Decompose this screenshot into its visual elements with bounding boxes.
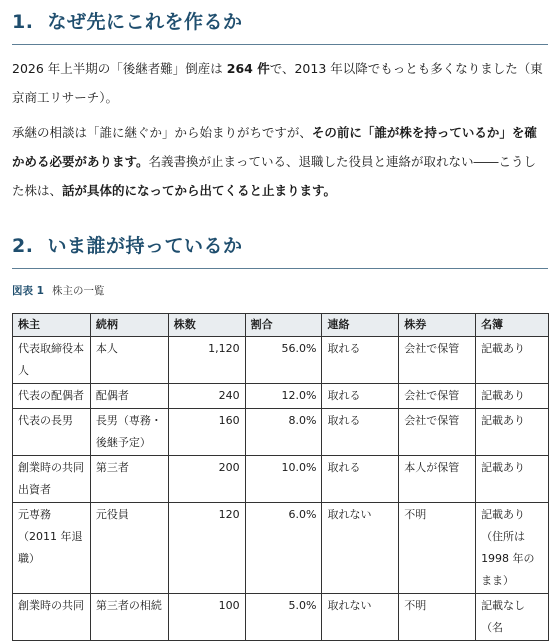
text-run: 承継の相談は「誰に継ぐか」から始まりがちですが、 bbox=[12, 125, 312, 140]
table-row bbox=[13, 337, 549, 384]
table-cell: 56.0% bbox=[245, 337, 322, 384]
table-cell: 6.0% bbox=[245, 503, 322, 594]
table-cell: 長男（専務・後継予定） bbox=[90, 409, 168, 456]
table-cell: 取れる bbox=[322, 456, 399, 503]
table-cell: 12.0% bbox=[245, 384, 322, 409]
shareholder-table bbox=[12, 313, 549, 641]
figure-label: 図表 1 bbox=[12, 285, 44, 297]
text-run: 2026 年上半期の「後継者難」倒産は bbox=[12, 61, 227, 76]
emphasis-text: 話が具体的になってから出てくると止まります。 bbox=[62, 183, 337, 198]
figure-caption bbox=[12, 283, 104, 298]
table-cell: 代表の長男 bbox=[13, 409, 91, 456]
table-cell: 会社で保管 bbox=[399, 384, 476, 409]
table-cell: 120 bbox=[168, 503, 245, 594]
table-row bbox=[13, 384, 549, 409]
figure-caption-text: 株主の一覧 bbox=[51, 285, 105, 297]
table-cell: 代表取締役本人 bbox=[13, 337, 91, 384]
table-cell: 記載あり bbox=[476, 456, 549, 503]
table-cell: 取れない bbox=[322, 503, 399, 594]
table-cell: 本人が保管 bbox=[399, 456, 476, 503]
table-row bbox=[13, 409, 549, 456]
table-cell: 記載なし（名 bbox=[476, 594, 549, 641]
table-cell: 元役員 bbox=[90, 503, 168, 594]
text-run: で、2013 年以降でもっとも多くなりました（東京商工リサーチ）。 bbox=[12, 61, 543, 105]
column-header: 株数 bbox=[168, 314, 245, 337]
text-run: 名義書換が止まっている、退職した役員と連絡が取れない――こうした株は、 bbox=[12, 154, 537, 198]
column-header: 株券 bbox=[399, 314, 476, 337]
table-cell: 会社で保管 bbox=[399, 337, 476, 384]
table-cell: 100 bbox=[168, 594, 245, 641]
table-cell: 元専務（2011 年退職） bbox=[13, 503, 91, 594]
column-header: 続柄 bbox=[90, 314, 168, 337]
table-cell: 取れる bbox=[322, 409, 399, 456]
table-cell: 会社で保管 bbox=[399, 409, 476, 456]
table-cell: 不明 bbox=[399, 594, 476, 641]
section-number: 1. bbox=[12, 11, 34, 33]
table-cell: 第三者の相続 bbox=[90, 594, 168, 641]
column-header: 連絡 bbox=[322, 314, 399, 337]
table-cell: 創業時の共同出資者 bbox=[13, 456, 91, 503]
table-cell: 記載あり bbox=[476, 409, 549, 456]
column-header: 割合 bbox=[245, 314, 322, 337]
paragraph-bankruptcy-stat bbox=[12, 54, 548, 112]
table-cell: 本人 bbox=[90, 337, 168, 384]
section-heading-1 bbox=[12, 7, 548, 45]
table-cell: 記載あり（住所は 1998 年のまま） bbox=[476, 503, 549, 594]
table-cell: 10.0% bbox=[245, 456, 322, 503]
table-cell: 配偶者 bbox=[90, 384, 168, 409]
table-cell: 5.0% bbox=[245, 594, 322, 641]
table-cell: 代表の配偶者 bbox=[13, 384, 91, 409]
table-cell: 240 bbox=[168, 384, 245, 409]
table-cell: 8.0% bbox=[245, 409, 322, 456]
section-heading-2 bbox=[12, 231, 548, 269]
column-header: 株主 bbox=[13, 314, 91, 337]
section-number: 2. bbox=[12, 235, 34, 257]
section-title: なぜ先にこれを作るか bbox=[47, 11, 243, 33]
table-row bbox=[13, 503, 549, 594]
table-cell: 取れる bbox=[322, 384, 399, 409]
table-cell: 創業時の共同 bbox=[13, 594, 91, 641]
emphasis-text: その前に「誰が株を持っているか」を確かめる必要があります。 bbox=[12, 125, 537, 169]
table-cell: 取れない bbox=[322, 594, 399, 641]
table-cell: 第三者 bbox=[90, 456, 168, 503]
table-header-row bbox=[13, 314, 549, 337]
emphasis-count: 264 件 bbox=[226, 61, 270, 76]
table-cell: 160 bbox=[168, 409, 245, 456]
table-cell: 200 bbox=[168, 456, 245, 503]
table-cell: 1,120 bbox=[168, 337, 245, 384]
column-header: 名簿 bbox=[476, 314, 549, 337]
paragraph-share-check bbox=[12, 118, 548, 205]
table-cell: 記載あり bbox=[476, 384, 549, 409]
table-row bbox=[13, 594, 549, 641]
table-cell: 記載あり bbox=[476, 337, 549, 384]
table-cell: 不明 bbox=[399, 503, 476, 594]
table-row bbox=[13, 456, 549, 503]
section-title: いま誰が持っているか bbox=[47, 235, 243, 257]
table-cell: 取れる bbox=[322, 337, 399, 384]
